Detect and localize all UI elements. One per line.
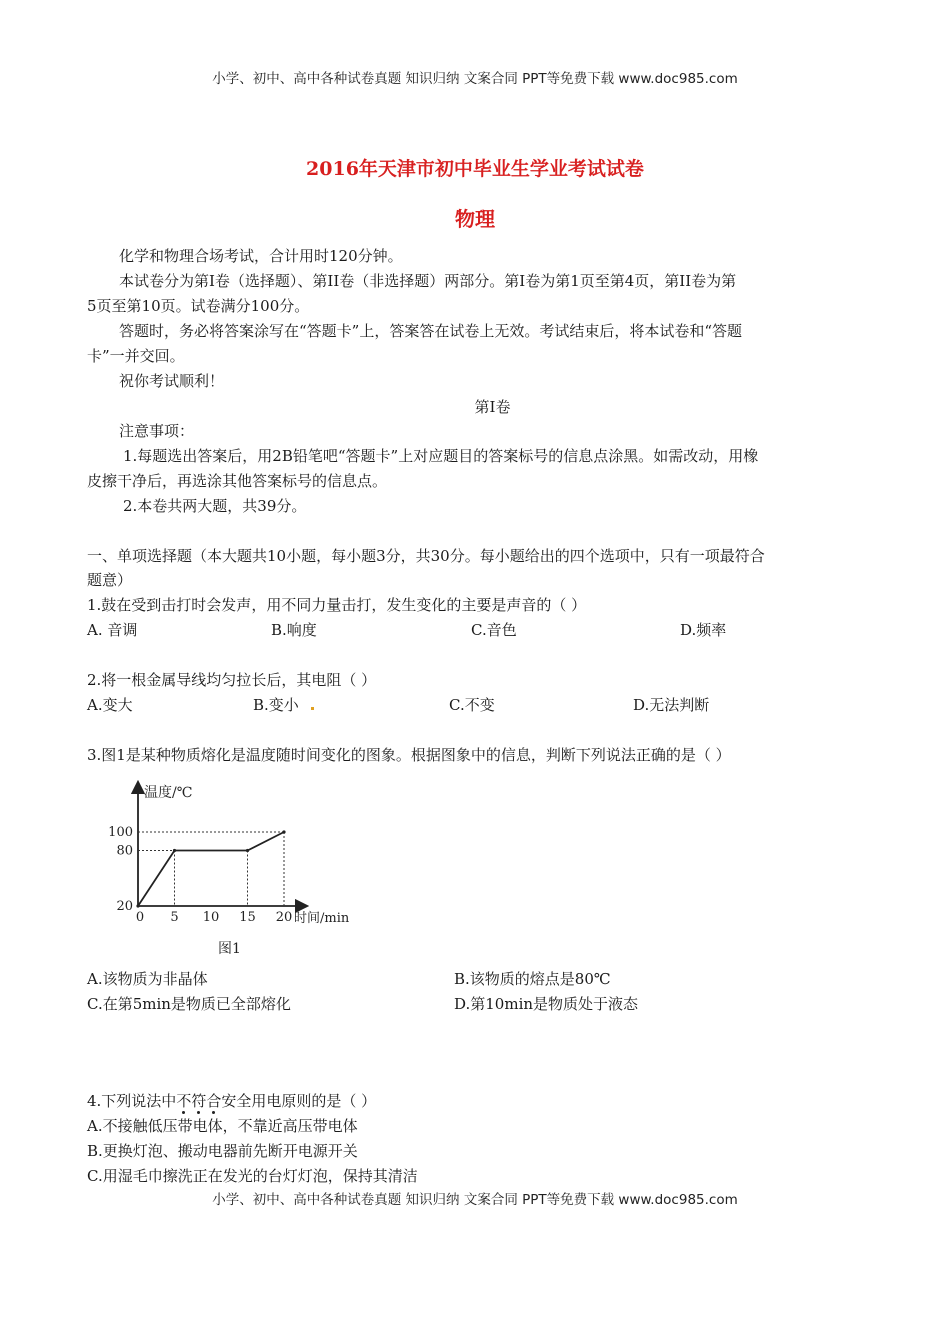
intro-paragraph-3-line-1: 答题时，务必将答案涂写在“答题卡”上，答案答在试卷上无效。考试结束后，将本试卷和“答题 xyxy=(119,322,743,340)
question-4-stem xyxy=(87,1091,376,1111)
notes-heading: 注意事项： xyxy=(119,422,195,440)
temperature-curve xyxy=(138,832,284,906)
emphasis-char-1: 不 xyxy=(176,1092,192,1110)
y-tick-label-80: 80 xyxy=(116,843,133,859)
question-4-stem-end: 安全用电原则的是（ ） xyxy=(221,1092,377,1110)
question-3-option-a: A.该物质为非晶体 xyxy=(87,970,208,988)
question-2-option-a: A.变大 xyxy=(87,696,133,714)
chart-series xyxy=(136,830,285,907)
intro-paragraph-2-line-1: 本试卷分为第I卷（选择题）、第II卷（非选择题）两部分。第I卷为第1页至第4页，第II卷为第 xyxy=(119,272,737,290)
header-banner: 小学、初中、高中各种试卷真题 知识归纳 文案合同 PPT等免费下载 www.doc985.com xyxy=(212,71,738,87)
y-tick-label-20: 20 xyxy=(116,899,133,914)
data-point-1 xyxy=(173,849,176,852)
x-tick-label-5: 5 xyxy=(170,910,179,925)
question-1-option-d: D.频率 xyxy=(680,621,727,639)
question-3-stem: 3.图1是某种物质熔化是温度随时间变化的图象。根据图象中的信息，判断下列说法正确的是（ ） xyxy=(87,746,731,764)
chart-axes xyxy=(138,787,302,906)
x-tick-label-15: 15 xyxy=(239,910,256,925)
footer-banner: 小学、初中、高中各种试卷真题 知识归纳 文案合同 PPT等免费下载 www.doc985.com xyxy=(212,1192,738,1208)
question-4-option-a: A.不接触低压带电体，不靠近高压带电体 xyxy=(87,1117,358,1135)
question-2-option-c: C.不变 xyxy=(449,696,495,714)
emphasis-char-2: 符 xyxy=(191,1092,207,1110)
stray-mark xyxy=(311,707,314,710)
x-axis-label: 时间/min xyxy=(294,911,350,926)
figure-1-chart xyxy=(90,775,390,965)
note-1-line-1: 1.每题选出答案后，用2B铅笔吧“答题卡”上对应题目的答案标号的信息点涂黑。如需改动，用橡 xyxy=(123,447,759,465)
section-1-line-2: 题意） xyxy=(87,571,133,589)
x-tick-label-0: 0 xyxy=(135,910,145,925)
question-2-option-d: D.无法判断 xyxy=(633,696,710,714)
intro-paragraph-4: 祝你考试顺利！ xyxy=(119,372,225,390)
emphasis-char-3: 合 xyxy=(206,1092,222,1110)
question-3-option-b: B.该物质的熔点是80℃ xyxy=(454,970,611,988)
question-1-stem: 1.鼓在受到击打时会发声，用不同力量击打，发生变化的主要是声音的（ ） xyxy=(87,596,587,614)
question-1-option-a: A. 音调 xyxy=(87,621,138,639)
subject-title: 物理 xyxy=(455,207,495,231)
volume-label: 第I卷 xyxy=(474,398,511,416)
question-4-option-b: B.更换灯泡、搬动电器前先断开电源开关 xyxy=(87,1142,358,1160)
question-2-option-b: B.变小 xyxy=(253,696,299,714)
question-2-stem: 2.将一根金属导线均匀拉长后，其电阻（ ） xyxy=(87,671,377,689)
x-tick-label-20: 20 xyxy=(275,910,293,925)
question-4-option-c: C.用湿毛巾擦洗正在发光的台灯灯泡，保持其清洁 xyxy=(87,1167,418,1185)
data-point-0 xyxy=(136,904,139,907)
question-3-option-c: C.在第5min是物质已全部熔化 xyxy=(87,995,291,1013)
question-1-option-c: C.音色 xyxy=(471,621,517,639)
exam-title: 2016年天津市初中毕业生学业考试试卷 xyxy=(306,158,644,180)
intro-paragraph-1: 化学和物理合场考试，合计用时120分钟。 xyxy=(119,247,403,265)
section-1-line-1: 一、单项选择题（本大题共10小题，每小题3分，共30分。每小题给出的四个选项中，只有一项最符合 xyxy=(87,547,765,565)
y-axis-label: 温度/℃ xyxy=(144,785,193,801)
note-1-line-2: 皮擦干净后，再选涂其他答案标号的信息点。 xyxy=(87,472,388,490)
data-point-2 xyxy=(246,849,249,852)
figure-caption: 图1 xyxy=(218,941,241,957)
data-point-3 xyxy=(282,830,285,833)
intro-paragraph-2-line-2: 5页至第10页。试卷满分100分。 xyxy=(87,297,310,315)
y-tick-label-100: 100 xyxy=(108,825,133,840)
question-1-option-b: B.响度 xyxy=(271,621,317,639)
intro-paragraph-3-line-2: 卡”一并交回。 xyxy=(87,347,185,365)
chart-labels xyxy=(108,784,350,957)
question-4-stem-start: 4.下列说法中 xyxy=(87,1092,177,1110)
question-3-option-d: D.第10min是物质处于液态 xyxy=(454,995,639,1013)
note-2: 2.本卷共两大题，共39分。 xyxy=(123,497,307,515)
x-tick-label-10: 10 xyxy=(202,910,220,925)
